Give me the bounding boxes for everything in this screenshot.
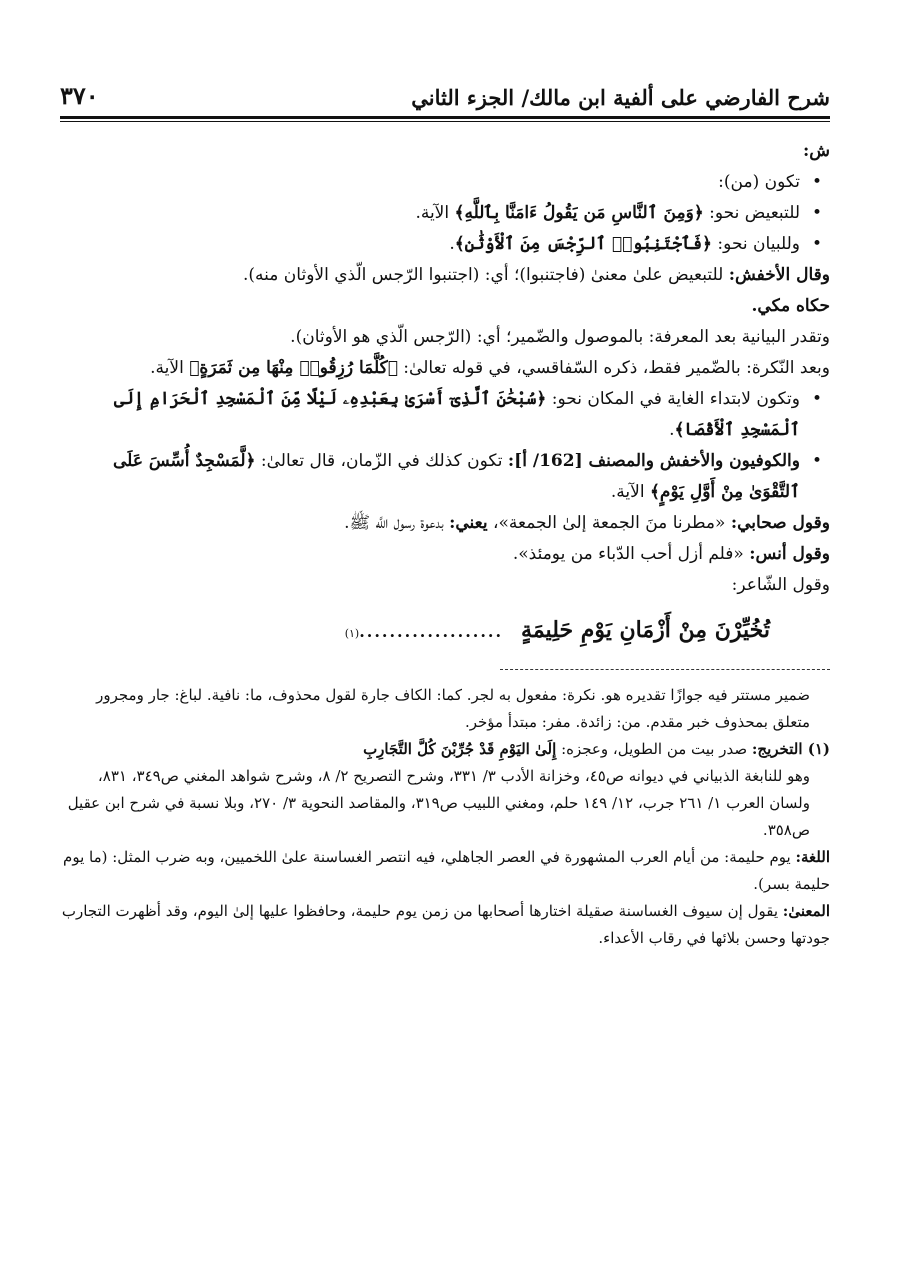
takhrij-verse: إِلَىٰ اليَوْمِ قَدْ جُرِّبْنَ كُلَّ التَّجَارِبِ xyxy=(363,740,557,758)
footnote-mana xyxy=(60,898,830,952)
bayan-text: وللبيان نحو: xyxy=(712,234,800,254)
takhrij-text: صدر بيت من الطويل، وعجزه: xyxy=(556,740,752,758)
footnote-takhrij xyxy=(60,736,830,763)
bullet-tabeed xyxy=(60,198,830,229)
mana-label: المعنىٰ: xyxy=(782,902,830,920)
shaer-line: وقول الشّاعر: xyxy=(731,575,830,595)
quran-verse-1: ﴿وَمِنَ ٱلنَّاسِ مَن يَقُولُ ءَامَنَّا بِٱللَّهِ﴾ xyxy=(454,203,704,223)
footnote-marker: (١) xyxy=(344,627,360,640)
akhfash-paragraph xyxy=(60,260,830,291)
header-title: شرح الفارضي على ألفية ابن مالك/ الجزء الثاني xyxy=(411,85,830,110)
poem-verse xyxy=(60,615,770,649)
lugha-text: يوم حليمة: من أيام العرب المشهورة في العصر الجاهلي، فيه انتصر الغساسنة علىٰ اللخميين، وبه ضرب المثل: (ما يوم حليمة بسر). xyxy=(63,848,830,893)
sahabi-text-2: بدعوة رسول اللَّه ﷺ. xyxy=(344,513,450,533)
kufiyun-suffix: الآية. xyxy=(610,482,650,502)
verse-text: تُخُيِّرْنَ مِنْ أَزْمَانِ يَوْمِ حَلِيمَةٍ xyxy=(521,617,770,643)
kufiyun-label: والكوفيون والأخفش والمصنف [162/ أ]: xyxy=(507,451,800,471)
quran-verse-3: ﴿كُلَّمَا رُزِقُوا۟ مِنْهَا مِن ثَمَرَةٍ﴾ xyxy=(189,358,398,378)
sh-label: ش: xyxy=(802,141,830,161)
sahabi-text: «مطرنا منَ الجمعة إلىٰ الجمعة»، xyxy=(487,513,731,533)
page xyxy=(60,60,830,952)
quran-verse-5: ﴿لَّمَسْجِدٌ أُسِّسَ عَلَى ٱلتَّقْوَىٰ مِنْ أَوَّلِ يَوْمٍ﴾ xyxy=(113,451,800,502)
kufiyun-text: تكون كذلك في الزّمان، قال تعالىٰ: xyxy=(255,451,508,471)
mana-text: يقول إن سيوف الغساسنة صقيلة اختارها أصحابها من زمن يوم حليمة، وحافظوا عليها إلىٰ اليوم، وقد أظهرت التجارب جودتها وحسن بلائها في رقاب الأعداء. xyxy=(61,902,830,947)
tabeed-text: للتبعيض نحو: xyxy=(703,203,800,223)
footnote-continuation: ضمير مستتر فيه جوازًا تقديره هو. نكرة: مفعول به لجر. كما: الكاف جارة لقول محذوف، ما: نافية. لباغ: جار ومجرور متعلق بمحذوف خبر مقدم. من: زائدة. مفر: مبتدأ مؤخر. xyxy=(96,686,810,731)
ibtida-text: وتكون لابتداء الغاية في المكان نحو: xyxy=(546,389,800,409)
verse-dots: ................... xyxy=(359,622,504,641)
nakira-suffix: الآية. xyxy=(150,358,190,378)
bullet-kufiyun xyxy=(60,446,830,508)
bullet-min-text: تكون (من): xyxy=(718,172,800,192)
anas-text: «فلم أزل أحب الدّباء من يومئذ». xyxy=(512,544,750,564)
footnote-lugha xyxy=(60,844,830,898)
footnote-divider xyxy=(500,669,830,670)
bullet-bayan xyxy=(60,229,830,260)
anas-label: وقول أنس: xyxy=(749,544,830,564)
akhfash-label: وقال الأخفش: xyxy=(728,265,830,285)
takhrij-label: (١) التخريج: xyxy=(751,740,830,758)
ibtida-suffix: . xyxy=(669,420,675,440)
bayan-suffix: . xyxy=(449,234,455,254)
makki-line: حكاه مكي. xyxy=(751,296,830,316)
page-number: ٣٧٠ xyxy=(60,81,99,110)
bullet-min xyxy=(60,167,830,198)
header-rule-thin xyxy=(60,121,830,122)
akhfash-text: للتبعيض علىٰ معنىٰ (فاجتنبوا)؛ أي: (اجتنبوا الرّجس الّذي الأوثان منه). xyxy=(243,265,729,285)
footnotes xyxy=(60,682,830,952)
nakira-text: وبعد النّكرة: بالضّمير فقط، ذكره السّفاقسي، في قوله تعالىٰ: xyxy=(397,358,830,378)
lugha-label: اللغة: xyxy=(795,848,830,866)
anas-line xyxy=(60,539,830,570)
header-rule-thick xyxy=(60,116,830,119)
quran-verse-4: ﴿سُبْحَٰنَ ٱلَّذِىٓ أَسْرَىٰ بِعَبْدِهِۦ لَيْلًا مِّنَ ٱلْمَسْجِدِ ٱلْحَرَامِ إِلَى ٱلْمَسْجِدِ ٱلْأَقْصَا﴾ xyxy=(114,389,800,440)
bullet-ibtida xyxy=(60,384,830,446)
sahabi-label: وقول صحابي: xyxy=(730,513,830,533)
sahabi-label-2: يعني: xyxy=(449,513,488,533)
quran-verse-2: ﴿فَٱجْتَنِبُوا۟ ٱلرِّجْسَ مِنَ ٱلْأَوْثَٰنِ﴾ xyxy=(454,234,713,254)
footnote-sources: وهو للنابغة الذبياني في ديوانه ص٤٥، وخزانة الأدب ٣/ ٣٣١، وشرح التصريح ٢/ ٨، وشرح شواهد المغني ص٣٤٩، ٨٣١، ولسان العرب ١/ ٢٦١ جرب، ١٢/ ١٤٩ حلم، ومغني اللبيب ص٣١٩، والمقاصد النحوية ٣/ ٢٧٠، وبلا نسبة في شرح ابن عقيل ص٣٥٨. xyxy=(67,767,810,839)
nakira-paragraph xyxy=(60,353,830,384)
running-header xyxy=(60,60,830,110)
main-text xyxy=(60,136,830,649)
sahabi-line xyxy=(60,508,830,539)
bayan-estimate: وتقدر البيانية بعد المعرفة: بالموصول والضّمير؛ أي: (الرّجس الّذي هو الأوثان). xyxy=(290,327,830,347)
tabeed-suffix: الآية. xyxy=(415,203,455,223)
